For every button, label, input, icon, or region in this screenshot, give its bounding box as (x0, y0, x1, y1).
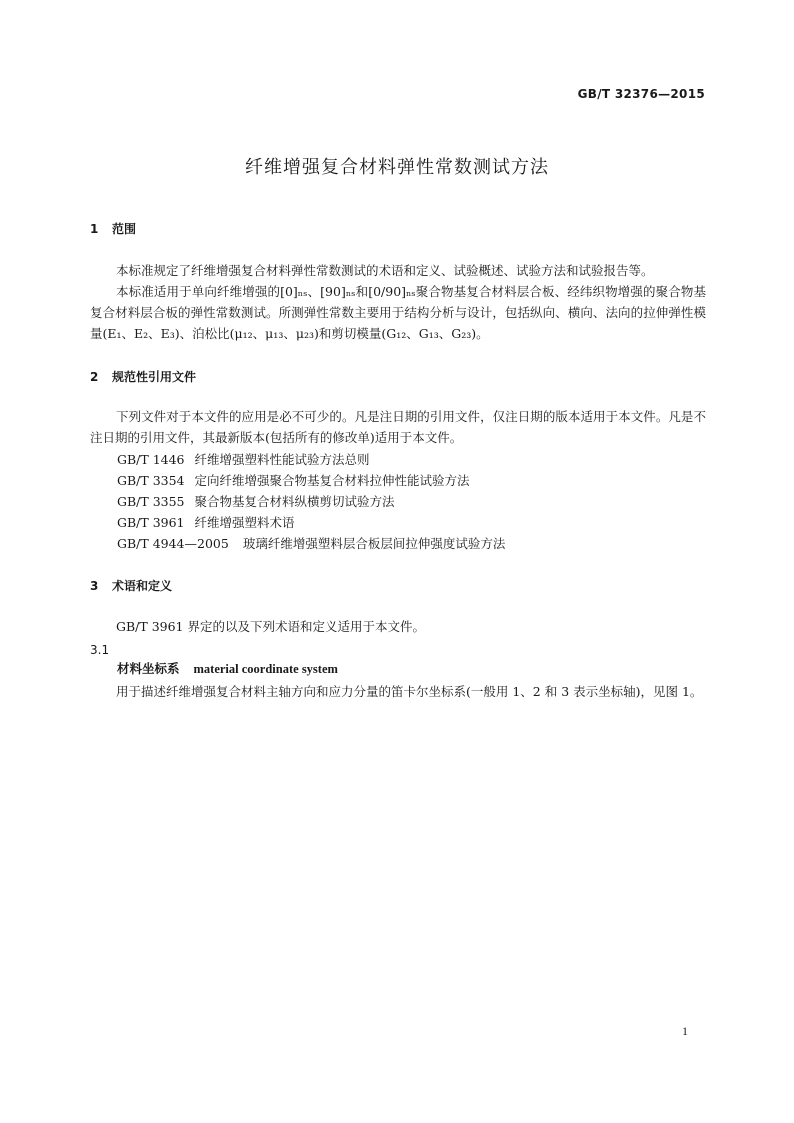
section-title: 范围 (112, 222, 137, 236)
reference-item (117, 473, 470, 489)
section-3-intro: GB/T 3961 界定的以及下列术语和定义适用于本文件。 (116, 619, 425, 634)
reference-code: GB/T 3354 (117, 473, 185, 488)
document-title: 纤维增强复合材料弹性常数测试方法 (245, 157, 549, 178)
term-definition: 用于描述纤维增强复合材料主轴方向和应力分量的笛卡尔坐标系(一般用 1、2 和 3 表示坐标轴)，见图 1。 (116, 684, 703, 699)
section-1-heading (90, 221, 136, 237)
section-number: 3 (90, 579, 99, 593)
section-1-paragraph-1: 本标准规定了纤维增强复合材料弹性常数测试的术语和定义、试验概述、试验方法和试验报告等。 (116, 263, 654, 278)
reference-code: GB/T 1446 (117, 452, 185, 467)
section-1-paragraph-2: 本标准适用于单向纤维增强的[0]ₙₛ、[90]ₙₛ和[0/90]ₙₛ聚合物基复合材料层合板、经纬织物增强的聚合物基复合材料层合板的弹性常数测试。所测弹性常数主要用于结构分析与设计，包括纵向、横向、法向的拉伸弹性模量(E₁、E₂、E₃)、泊松比(μ₁₂、μ₁₃、μ₂₃)和剪切模量(G₁₂、G₁₃、G₂₃)。 (90, 284, 706, 341)
reference-item (117, 515, 295, 531)
term-entry (117, 661, 338, 677)
reference-item (117, 452, 370, 468)
section-3-heading (90, 578, 172, 594)
reference-title: 定向纤维增强聚合物基复合材料拉伸性能试验方法 (194, 473, 470, 488)
page-number: 1 (682, 1024, 688, 1038)
section-2-intro: 下列文件对于本文件的应用是必不可少的。凡是注日期的引用文件，仅注日期的版本适用于本文件。凡是不注日期的引用文件，其最新版本(包括所有的修改单)适用于本文件。 (90, 409, 706, 445)
section-2-heading (90, 369, 196, 385)
reference-item (117, 536, 505, 552)
term-english: material coordinate system (193, 662, 338, 676)
reference-title: 玻璃纤维增强塑料层合板层间拉伸强度试验方法 (242, 536, 506, 551)
reference-title: 聚合物基复合材料纵横剪切试验方法 (194, 494, 395, 509)
section-number: 2 (90, 370, 99, 384)
reference-code: GB/T 3355 (117, 494, 185, 509)
clause-number: 3.1 (90, 643, 110, 657)
reference-code: GB/T 4944—2005 (117, 536, 229, 551)
reference-title: 纤维增强塑料性能试验方法总则 (194, 452, 370, 467)
reference-item (117, 494, 395, 510)
reference-code: GB/T 3961 (117, 515, 185, 530)
section-title: 术语和定义 (112, 579, 173, 593)
standard-code: GB/T 32376—2015 (577, 87, 705, 101)
reference-title: 纤维增强塑料术语 (194, 515, 295, 530)
term-chinese: 材料坐标系 (117, 661, 180, 676)
section-title: 规范性引用文件 (112, 370, 197, 384)
section-number: 1 (90, 222, 99, 236)
